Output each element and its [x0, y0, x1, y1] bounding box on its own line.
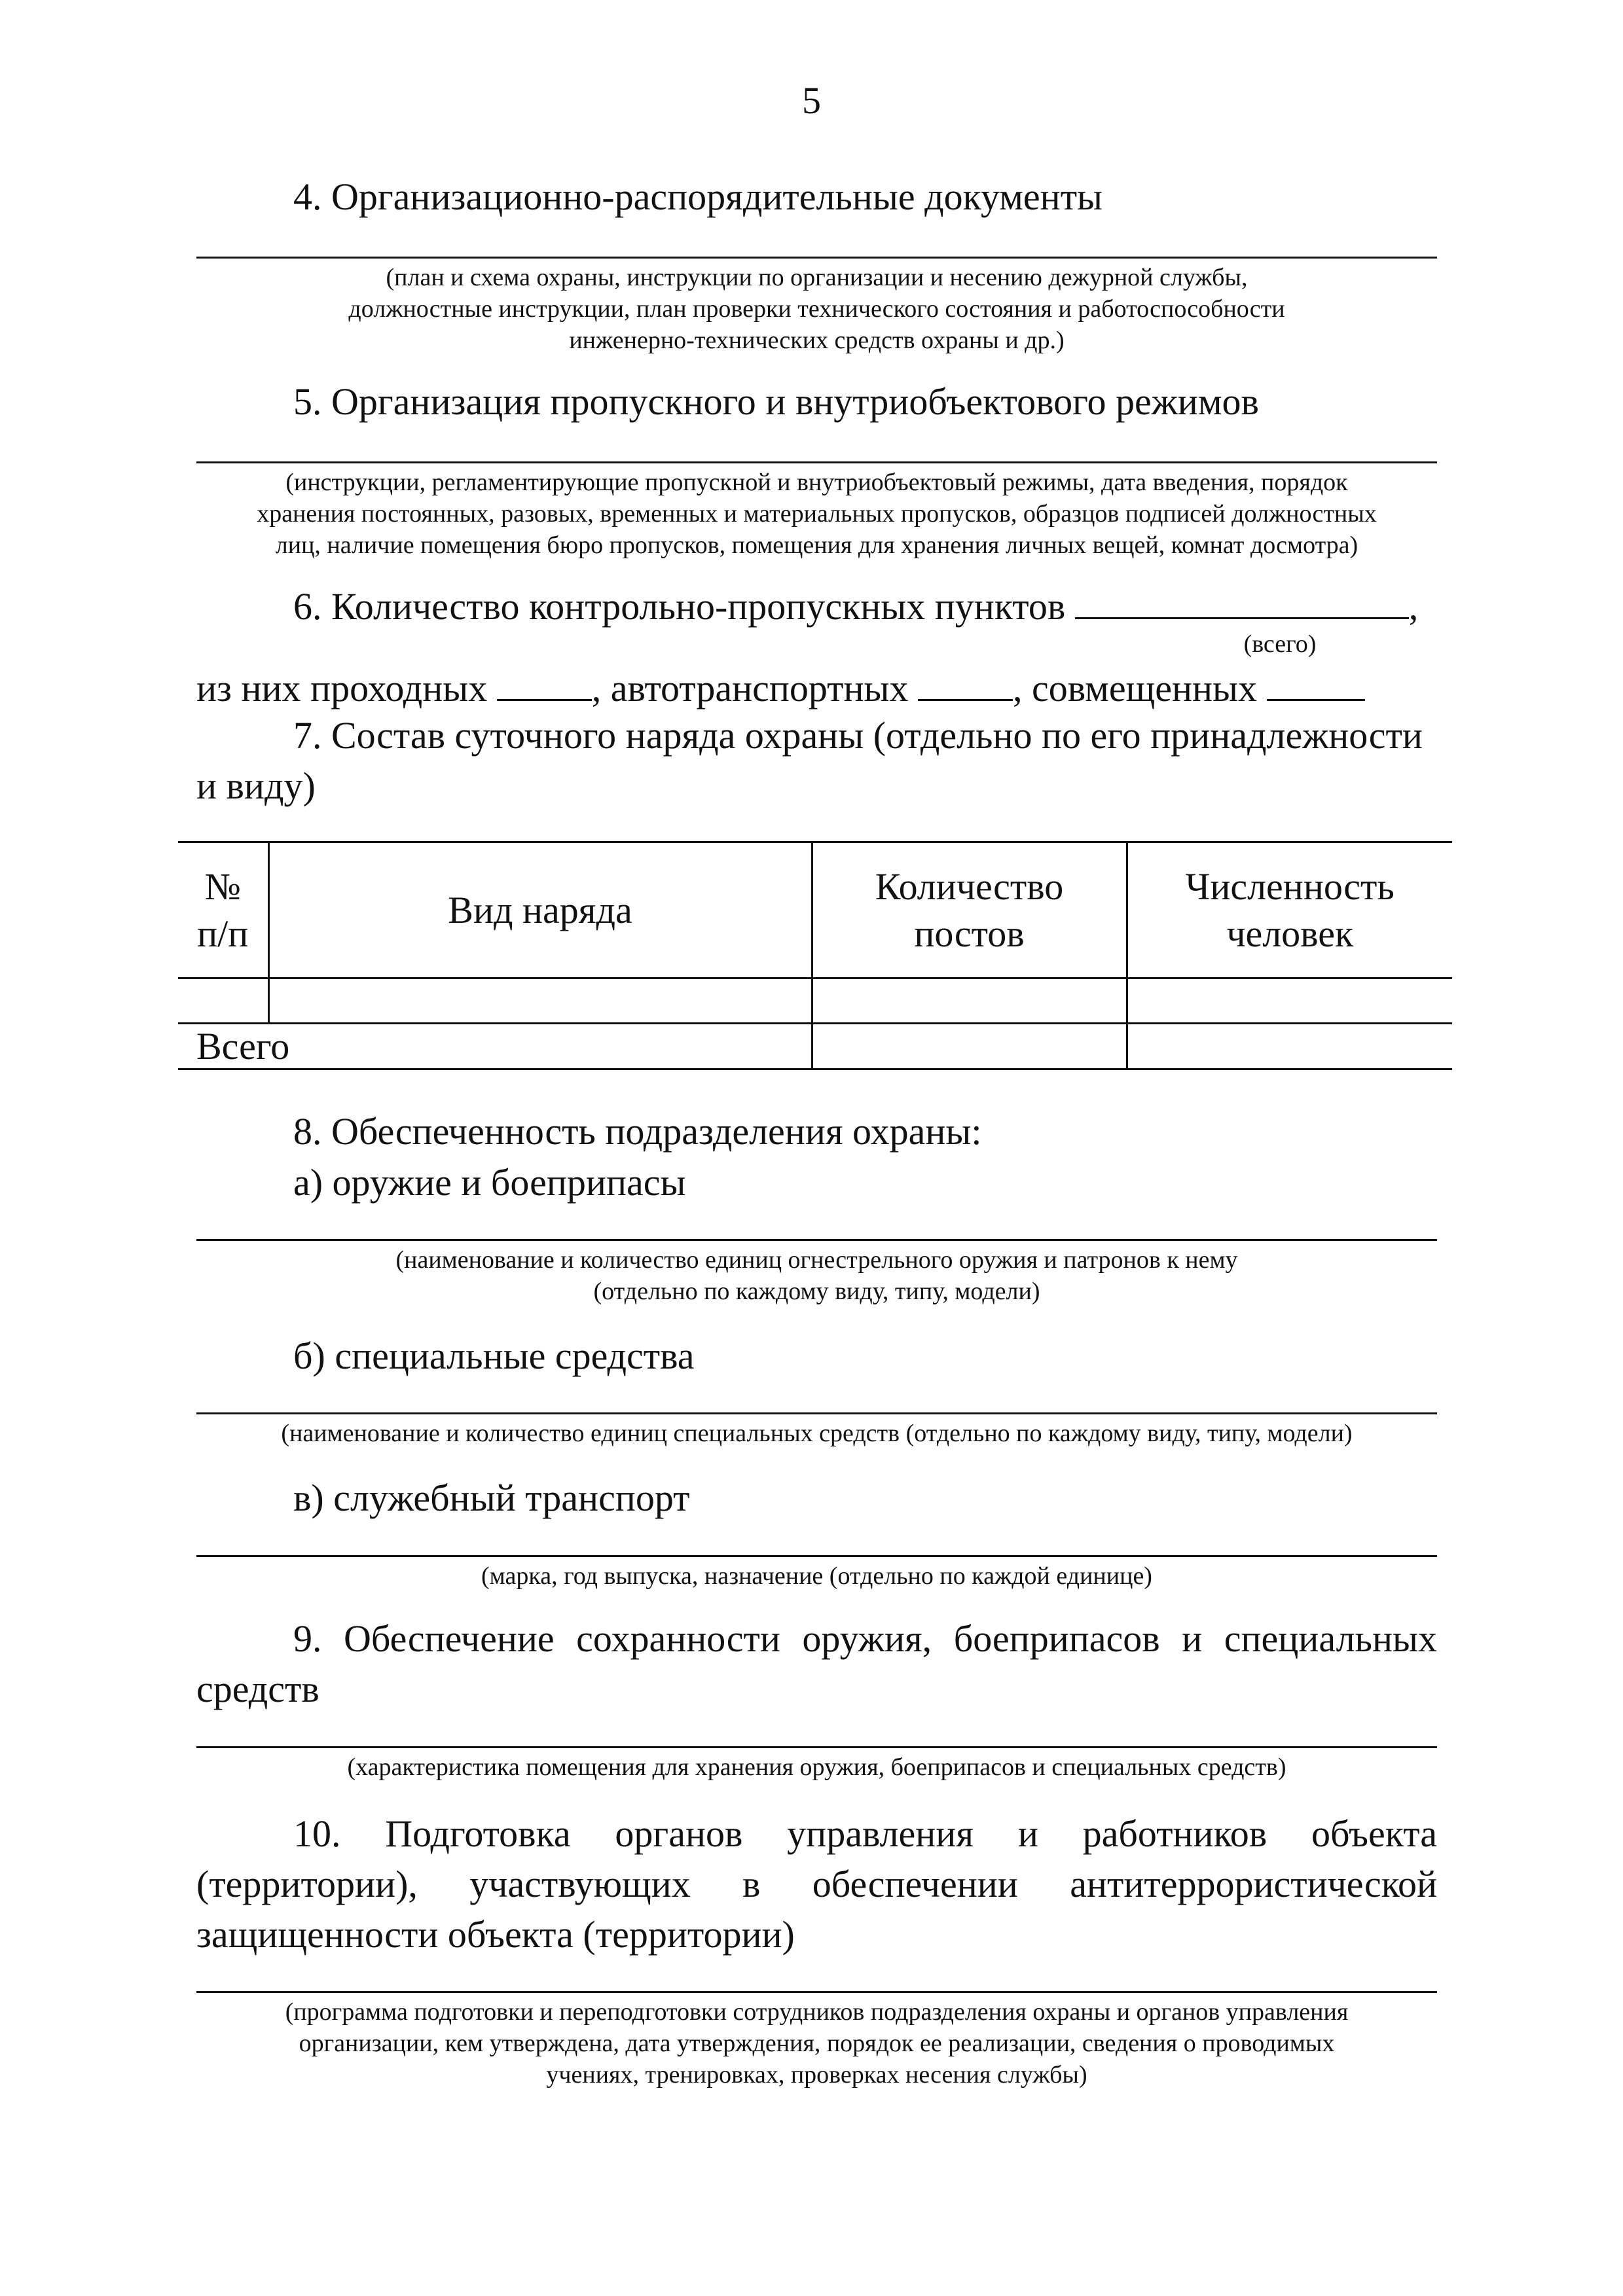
section-10-fill-line: [196, 1991, 1437, 1993]
note-line: (план и схема охраны, инструкции по организации и несению дежурной службы,: [386, 264, 1248, 291]
section-8c-title: в) служебный транспорт: [293, 1477, 690, 1519]
section-9-line1: 9. Обеспечение сохранности оружия, боеприпасов и специальных: [293, 1617, 1437, 1660]
header-number-line2: п/п: [197, 912, 249, 955]
table-cell[interactable]: [268, 978, 812, 1024]
section-10-line2: (территории), участвующих в обеспечении антитеррористической: [196, 1863, 1437, 1905]
vehicle-label: , автотранспортных: [591, 667, 909, 709]
total-caption: (всего): [1243, 630, 1317, 658]
total-headcount-cell[interactable]: [1127, 1024, 1452, 1069]
note-line: (программа подготовки и переподготовки сотрудников подразделения охраны и органов управления: [285, 1998, 1349, 2026]
section-5-title: 5. Организация пропускного и внутриобъектового режимов: [293, 380, 1259, 423]
walk-through-label: из них проходных: [196, 667, 488, 709]
note-line: организации, кем утверждена, дата утверждения, порядок ее реализации, сведения о проводимых: [299, 2030, 1335, 2057]
section-10-line1: 10. Подготовка органов управления и работников объекта: [293, 1812, 1437, 1855]
table-cell[interactable]: [1127, 978, 1452, 1024]
section-9-note: (характеристика помещения для хранения оружия, боеприпасов и специальных средств): [347, 1753, 1286, 1781]
header-number-line1: №: [204, 865, 241, 908]
header-headcount-line1: Численность: [1185, 865, 1395, 908]
section-8b-note: (наименование и количество единиц специальных средств (отдельно по каждому виду, типу, модели): [281, 1420, 1353, 1447]
section-8-title: 8. Обеспеченность подразделения охраны:: [293, 1110, 982, 1153]
header-headcount: [1127, 842, 1452, 978]
section-8c-fill-line: [196, 1555, 1437, 1557]
header-duty-type: Вид наряда: [268, 842, 812, 978]
section-6-checkpoints: [293, 586, 1418, 626]
page-number: 5: [802, 79, 821, 122]
section-8a-fill-line: [196, 1239, 1437, 1241]
section-7-line2: и виду): [196, 764, 316, 807]
section-8c-note: (марка, год выпуска, назначение (отдельно по каждой единице): [481, 1562, 1152, 1590]
table-cell[interactable]: [178, 978, 268, 1024]
note-line: инженерно-технических средств охраны и др.): [569, 327, 1065, 354]
section-5-note: [196, 467, 1437, 561]
guard-duty-table: [178, 841, 1452, 1070]
header-posts: [812, 842, 1127, 978]
total-label: Всего: [178, 1024, 812, 1069]
note-line: учениях, тренировках, проверках несения службы): [546, 2061, 1087, 2089]
section-10-line3: защищенности объекта (территории): [196, 1913, 795, 1956]
note-line: (отдельно по каждому виду, типу, модели): [593, 1278, 1040, 1305]
section-4-title: 4. Организационно-распорядительные документы: [293, 175, 1103, 218]
total-posts-cell[interactable]: [812, 1024, 1127, 1069]
section-7-line1: 7. Состав суточного наряда охраны (отдельно по его принадлежности: [293, 714, 1423, 757]
section-4-note: [196, 262, 1437, 356]
note-line: лиц, наличие помещения бюро пропусков, помещения для хранения личных вещей, комнат досмотра): [275, 531, 1359, 559]
section-6-breakdown: [196, 668, 1365, 708]
header-posts-line1: Количество: [875, 865, 1064, 908]
section-9-fill-line: [196, 1746, 1437, 1748]
table-header-row: [178, 842, 1452, 978]
table-row: [178, 978, 1452, 1024]
section-9-line2: средств: [196, 1668, 319, 1710]
comma: ,: [1408, 585, 1419, 628]
header-headcount-line2: человек: [1226, 912, 1354, 955]
section-8b-title: б) специальные средства: [293, 1335, 695, 1377]
header-posts-line2: постов: [914, 912, 1025, 955]
vehicle-field[interactable]: [918, 668, 1013, 701]
walk-through-field[interactable]: [497, 668, 592, 701]
note-line: (наименование и количество единиц огнестрельного оружия и патронов к нему: [395, 1246, 1238, 1274]
table-cell[interactable]: [812, 978, 1127, 1024]
checkpoints-total-field[interactable]: [1075, 586, 1409, 619]
note-line: должностные инструкции, план проверки технического состояния и работоспособности: [348, 295, 1285, 323]
section-8a-title: а) оружие и боеприпасы: [293, 1161, 686, 1204]
section-8a-note: [196, 1244, 1437, 1307]
section-8b-fill-line: [196, 1412, 1437, 1414]
combined-field[interactable]: [1267, 668, 1365, 701]
section-4-fill-line: [196, 257, 1437, 259]
checkpoints-label: 6. Количество контрольно-пропускных пунктов: [293, 585, 1066, 628]
section-5-fill-line: [196, 461, 1437, 463]
header-number: [178, 842, 268, 978]
note-line: (инструкции, регламентирующие пропускной и внутриобъектовый режимы, дата введения, порядок: [285, 469, 1348, 496]
section-10-note: [196, 1996, 1437, 2090]
table-total-row: [178, 1024, 1452, 1069]
combined-label: , совмещенных: [1012, 667, 1258, 709]
note-line: хранения постоянных, разовых, временных и материальных пропусков, образцов подписей должностных: [257, 500, 1377, 528]
